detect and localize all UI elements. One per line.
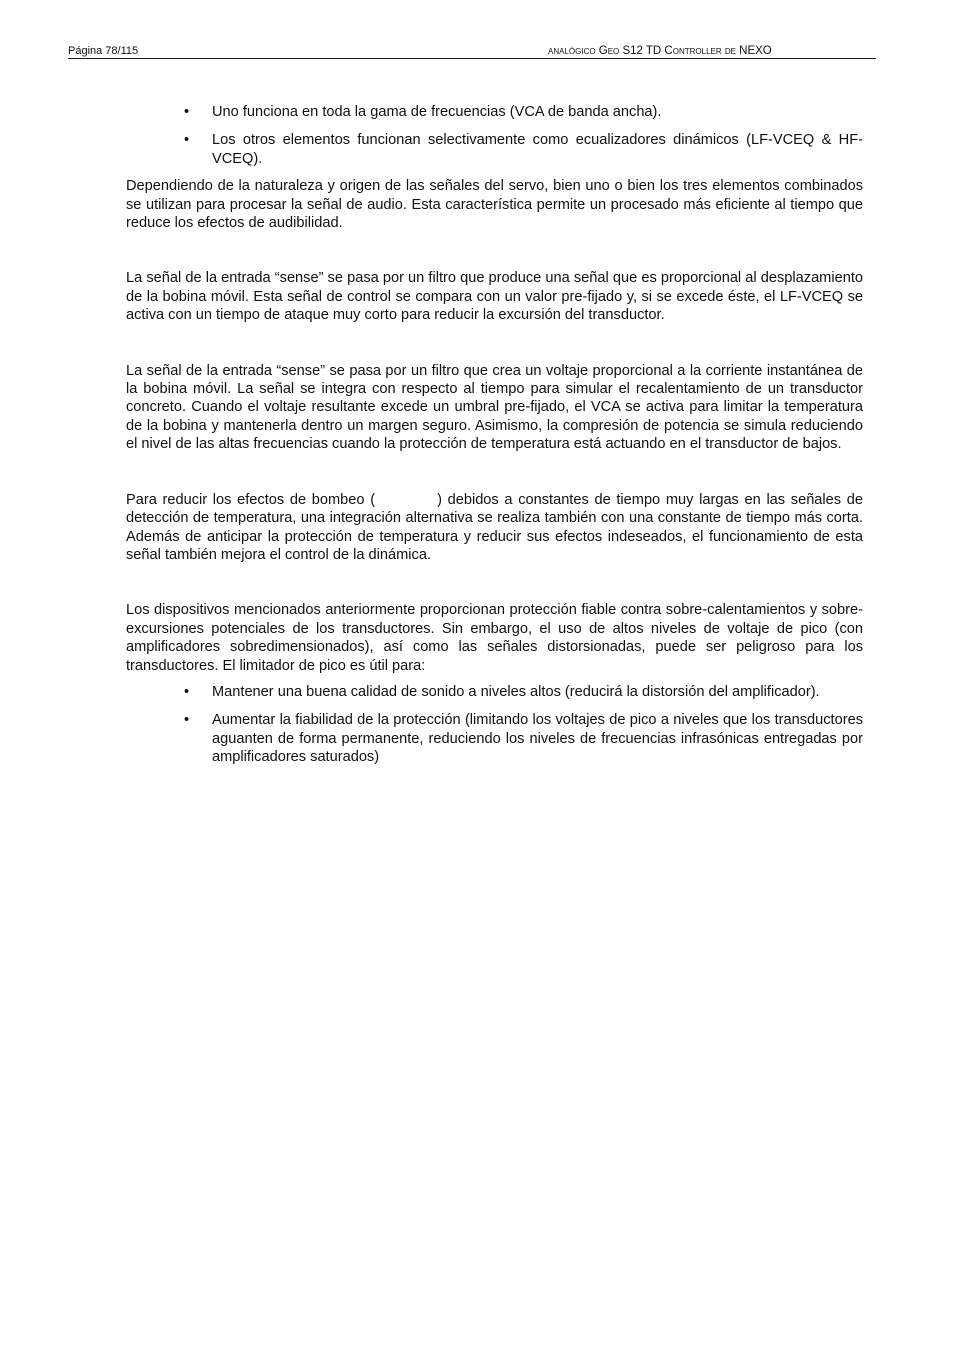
page-number: Página 78/115 [68,45,139,57]
list-item [126,103,863,121]
paragraph-temperature: La señal de la entrada “sense” se pasa por un filtro que crea un voltaje proporcional a la corriente instantánea de la bobina móvil. La señal se integra con respecto al tiempo para simular el recalentamiento de un transductor concreto. Cuando el voltaje resultante excede un umbral pre-fijado, el VCA se activa para limitar la temperatura de la bobina y mantenerla dentro un margen seguro. Asimismo, la compresión de potencia se simula reduciendo el nivel de las altas frecuencias cuando la protección de temperatura está actuando en el transductor de bajos. [126,362,863,453]
document-title: analógico Geo S12 TD Controller de NEXO [548,45,772,57]
bullet-list-top [126,103,863,168]
paragraph-peak-limiter: Los dispositivos mencionados anteriormente proporcionan protección fiable contra sobre-calentamientos y sobre-excursiones potenciales de los transductores. Sin embargo, el uso de altos niveles de voltaje de pico (con amplificadores sobredimensionados), así como las señales distorsionadas, puede ser peligroso para los transductores. El limitador de pico es útil para: [126,602,863,674]
list-item [126,131,863,168]
paragraph-pumping-start: Para reducir los efectos de bombeo ( [126,491,376,508]
bullet-icon: • [184,132,190,149]
paragraph-excursion: La señal de la entrada “sense” se pasa por un filtro que produce una señal que es proporcional al desplazamiento de la bobina móvil. Esta señal de control se compara con un valor pre-fijado y, si se excede éste, el LF-VCEQ se activa con un tiempo de ataque muy corto para reducir la excursión del transductor. [126,270,863,324]
paragraph-pumping-end: ) debidos a constantes de tiempo muy largas en las señales de detección de temperatura, una integración alternativa se realiza también con una constante de tiempo más corta. Además de anticipar la protección de temperatura y reducir sus efectos indeseados, el funcionamiento de esta señal también mejora el control de la dinámica. [126,491,863,563]
paragraph-pumping [126,491,863,565]
bullet-icon: • [184,683,190,700]
list-item-text: Uno funciona en toda la gama de frecuencias (VCA de banda ancha). [212,104,662,120]
list-item [126,683,863,701]
list-item-text: Aumentar la fiabilidad de la protección (limitando los voltajes de pico a niveles que los transductores aguanten de forma permanente, reduciendo los niveles de frecuencias infrasónicas entregadas por amplificadores saturados) [212,712,863,766]
bullet-icon: • [184,104,190,120]
paragraph-processing: Dependiendo de la naturaleza y origen de las señales del servo, bien uno o bien los tres elementos combinados se utilizan para procesar la señal de audio. Esta característica permite un procesado más eficiente al tiempo que reduce los efectos de audibilidad. [126,178,863,232]
list-item [126,711,863,766]
bullet-icon: • [184,712,190,729]
bullet-list-bottom [126,683,863,767]
page-header [68,44,876,59]
list-item-text: Los otros elementos funcionan selectivamente como ecualizadores dinámicos (LF-VCEQ & HF-VCEQ). [212,132,863,167]
page-content [126,103,863,767]
list-item-text: Mantener una buena calidad de sonido a niveles altos (reducirá la distorsión del amplificador). [212,683,820,700]
